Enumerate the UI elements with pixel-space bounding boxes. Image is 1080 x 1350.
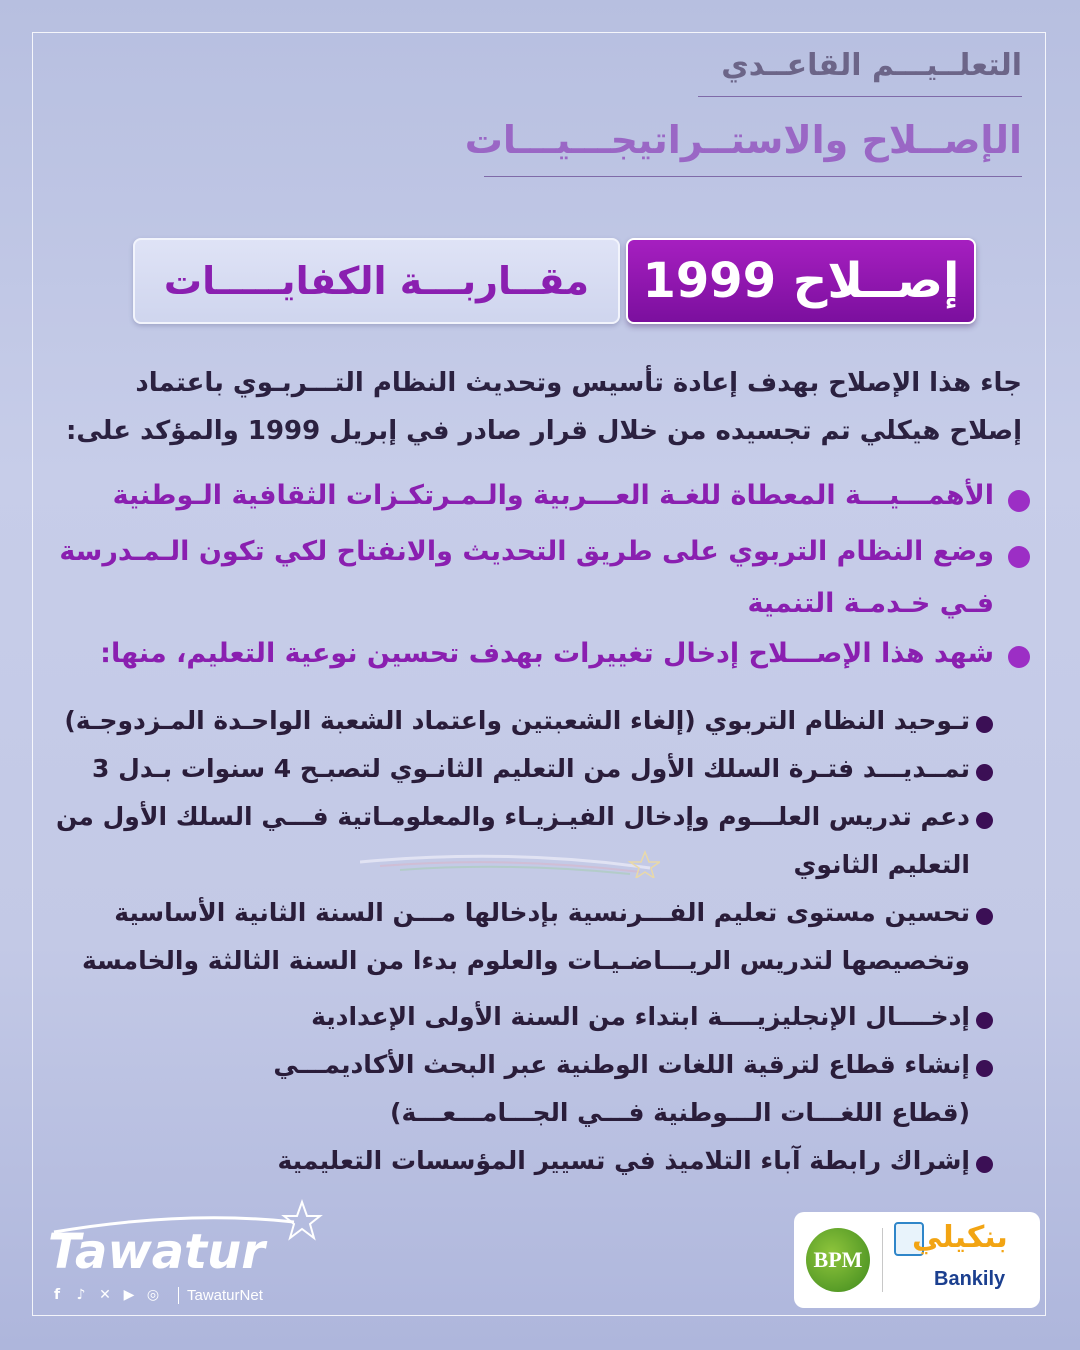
reform-year-badge: إصــلاح 1999 (626, 238, 976, 324)
sponsor-box (794, 1212, 1040, 1308)
sponsor-divider (882, 1228, 883, 1292)
secondary-point: إدخــــال الإنجليزيــــة ابتداء من السنة الأولى الإعدادية (311, 1002, 970, 1031)
secondary-point-continuation: (قطاع اللغـــات الـــوطنية فـــي الجـــامـــعـــة) (390, 1098, 970, 1127)
intro-line-1: جاء هذا الإصلاح بهدف إعادة تأسيس وتحديث النظام التـــربـوي باعتماد (135, 368, 1022, 398)
x-icon[interactable]: ✕ (99, 1287, 111, 1303)
primary-bullet-icon (1008, 546, 1030, 568)
bpm-logo: BPM (806, 1228, 870, 1292)
secondary-point: تـوحيد النظام التربوي (إلغاء الشعبتين واعتماد الشعبة الواحـدة المـزدوجـة) (64, 706, 970, 735)
tiktok-icon[interactable]: ♪ (76, 1287, 86, 1303)
primary-point-continuation: فـي خـدمـة التنمية (747, 588, 994, 619)
secondary-point: تمــديـــد فتـرة السلك الأول من التعليم الثانـوي لتصبـح 4 سنوات بـدل 3 (92, 754, 970, 783)
social-links (48, 1286, 263, 1304)
approach-badge: مقــاربـــة الكفايـــــات (133, 238, 620, 324)
instagram-icon[interactable]: ◎ (146, 1287, 160, 1303)
social-handle[interactable]: TawaturNet (178, 1287, 263, 1304)
primary-point: الأهمـــيـــة المعطاة للغـة العـــربية والـمـرتكـزات الثقافية الـوطنية (112, 480, 994, 511)
header-title: التعلــيـــم القاعــدي (721, 48, 1022, 83)
primary-point: شهد هذا الإصـــلاح إدخال تغييرات بهدف تحسين نوعية التعليم، منها: (100, 638, 994, 669)
secondary-bullet-icon (976, 1156, 993, 1173)
tawatur-logo (44, 1196, 334, 1316)
intro-line-2: إصلاح هيكلي تم تجسيده من خلال قرار صادر في إبريل 1999 والمؤكد على: (65, 416, 1022, 446)
secondary-point: دعم تدريس العلـــوم وإدخال الفيـزيـاء والمعلومـاتية فـــي السلك الأول من (55, 802, 970, 831)
secondary-bullet-icon (976, 716, 993, 733)
secondary-bullet-icon (976, 1012, 993, 1029)
header-title-underline (698, 96, 1022, 97)
secondary-point-continuation: التعليم الثانوي (793, 850, 970, 879)
secondary-point: إنشاء قطاع لترقية اللغات الوطنية عبر البحث الأكاديمـــي (273, 1050, 970, 1079)
secondary-point: إشراك رابطة آباء التلاميذ في تسيير المؤسسات التعليمية (277, 1146, 970, 1175)
primary-bullet-icon (1008, 490, 1030, 512)
header-subtitle-underline (484, 176, 1022, 177)
secondary-bullet-icon (976, 812, 993, 829)
bankily-logo: Bankily (934, 1268, 1006, 1290)
secondary-bullet-icon (976, 908, 993, 925)
bankily-arabic-logo: بنكيلي (912, 1220, 1008, 1255)
secondary-bullet-icon (976, 1060, 993, 1077)
youtube-icon[interactable]: ▶ (123, 1287, 135, 1303)
primary-bullet-icon (1008, 646, 1030, 668)
secondary-bullet-icon (976, 764, 993, 781)
facebook-icon[interactable]: f (53, 1287, 61, 1303)
secondary-point: تحسين مستوى تعليم الفـــرنسية بإدخالها مـــن السنة الثانية الأساسية (114, 898, 970, 927)
secondary-point-continuation: وتخصيصها لتدريس الريـــاضـيـات والعلوم بدءا من السنة الثالثة والخامسة (82, 946, 970, 975)
header-subtitle: الإصــلاح والاستــراتيجـــيـــات (464, 118, 1022, 162)
primary-point: وضع النظام التربوي على طريق التحديث والانفتاح لكي تكون الـمـدرسة (59, 536, 994, 567)
star-swoosh-decoration (360, 848, 660, 878)
brand-name: Tawatur (48, 1224, 265, 1280)
